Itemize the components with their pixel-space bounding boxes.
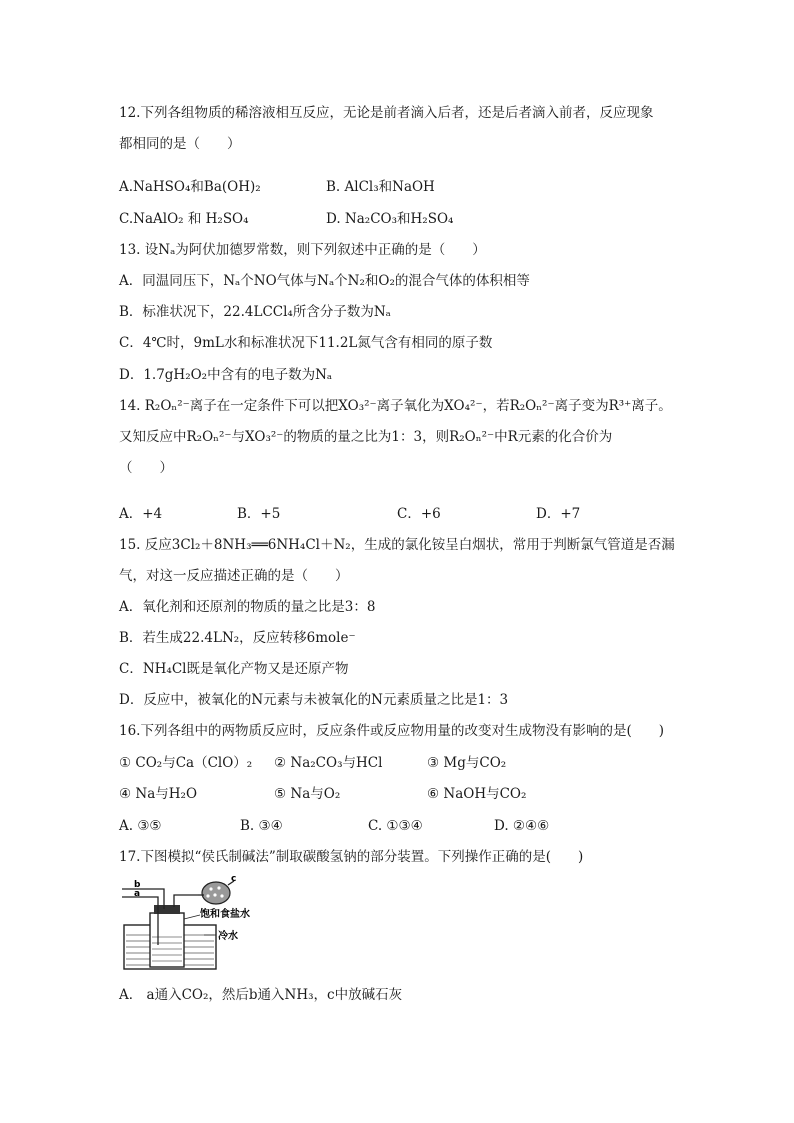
q12-option-b: B. AlCl₃和NaOH	[326, 179, 435, 195]
q15-stem-line2: 气，对这一反应描述正确的是（ ）	[119, 568, 349, 584]
q12-stem-line1: 12.下列各组物质的稀溶液相互反应，无论是前者滴入后者，还是后者滴入前者，反应现象	[119, 105, 654, 121]
q16-stem: 16.下列各组中的两物质反应时，反应条件或反应物用量的改变对生成物没有影响的是( )	[119, 723, 665, 739]
q14-option-c: C．+6	[397, 506, 441, 522]
q16-option-c: C. ①③④	[368, 818, 423, 834]
q14-stem-line3: （ ）	[119, 460, 173, 476]
q16-option-b: B. ③④	[240, 818, 283, 834]
label-b: b	[134, 880, 141, 890]
q16-item-5: ⑤ Na与O₂	[274, 786, 341, 802]
q15-option-c: C．NH₄Cl既是氧化产物又是还原产物	[119, 661, 349, 677]
label-cold-water: 冷水	[218, 931, 238, 942]
q16-option-a: A. ③⑤	[119, 818, 162, 834]
q14-option-b: B．+5	[237, 506, 281, 522]
q16-option-d: D. ②④⑥	[494, 818, 550, 834]
q14-option-d: D．+7	[536, 506, 581, 522]
q16-item-6: ⑥ NaOH与CO₂	[427, 786, 527, 802]
q15-option-d: D．反应中，被氧化的N元素与未被氧化的N元素质量之比是1：3	[119, 692, 509, 708]
q12-option-c: C.NaAlO₂ 和 H₂SO₄	[119, 211, 249, 227]
q13-stem: 13. 设Nₐ为阿伏加德罗常数，则下列叙述中正确的是（ ）	[119, 242, 486, 258]
q16-item-2: ② Na₂CO₃与HCl	[274, 755, 383, 771]
q17-option-a: A． a通入CO₂，然后b通入NH₃，c中放碱石灰	[119, 987, 403, 1003]
q16-item-1: ① CO₂与Ca（ClO）₂	[119, 755, 253, 771]
q17-stem: 17.下图模拟“侯氏制碱法”制取碳酸氢钠的部分装置。下列操作正确的是( )	[119, 849, 584, 865]
saline-pointer	[184, 915, 200, 919]
q13-option-c: C．4℃时，9mL水和标准状况下11.2L氮气含有相同的原子数	[119, 335, 493, 351]
q14-stem-line1: 14. R₂Oₙ²⁻离子在一定条件下可以把XO₃²⁻离子氧化为XO₄²⁻，若R₂Oₙ²⁻离子变为R³⁺离子。	[119, 398, 672, 414]
q12-option-a: A.NaHSO₄和Ba(OH)₂	[119, 179, 261, 195]
q15-option-a: A．氧化剂和还原剂的物质的量之比是3：8	[119, 599, 376, 615]
q13-option-a: A．同温同压下，Nₐ个NO气体与Nₐ个N₂和O₂的混合气体的体积相等	[119, 273, 530, 289]
label-saline: 饱和食盐水	[200, 909, 250, 920]
apparatus-drawing	[120, 875, 260, 975]
q12-stem-line2: 都相同的是（ ）	[119, 136, 241, 152]
q16-item-4: ④ Na与H₂O	[119, 786, 198, 802]
label-c: c	[231, 875, 237, 884]
flask	[150, 913, 184, 967]
q15-option-b: B．若生成22.4LN₂，反应转移6mole⁻	[119, 630, 356, 646]
q12-option-d: D. Na₂CO₃和H₂SO₄	[326, 211, 454, 227]
drying-tube-c	[202, 882, 230, 904]
q16-item-3: ③ Mg与CO₂	[427, 755, 507, 771]
q13-option-b: B．标准状况下，22.4LCCl₄所含分子数为Nₐ	[119, 304, 391, 320]
q13-option-d: D．1.7gH₂O₂中含有的电子数为Nₐ	[119, 367, 333, 383]
q14-option-a: A．+4	[119, 506, 163, 522]
apparatus-figure	[120, 875, 260, 975]
q15-stem-line1: 15. 反应3Cl₂＋8NH₃══6NH₄Cl＋N₂，生成的氯化铵呈白烟状，常用于判断氯气管道是否漏	[119, 537, 675, 553]
label-a: a	[134, 889, 141, 899]
q14-stem-line2: 又知反应中R₂Oₙ²⁻与XO₃²⁻的物质的量之比为1：3，则R₂Oₙ²⁻中R元素的化合价为	[119, 429, 613, 445]
